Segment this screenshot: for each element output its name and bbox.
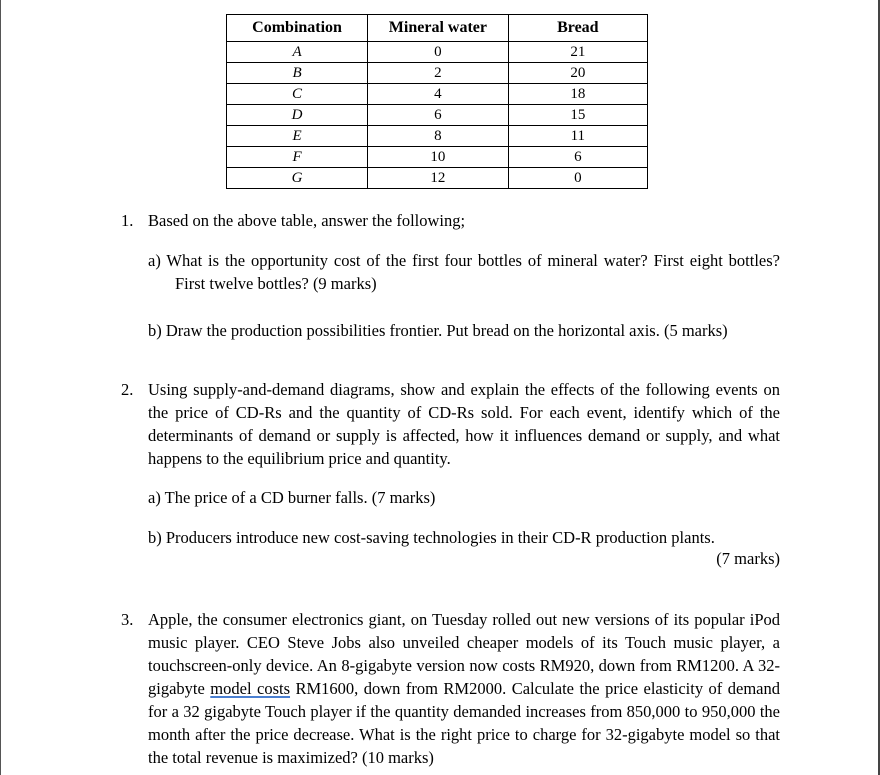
table-row [227,42,648,63]
cell-bread: 6 [508,147,647,168]
table-row [227,126,648,147]
cell-mineral-water: 4 [368,84,509,105]
table-row [227,147,648,168]
question-1a-text: a) What is the opportunity cost of the first four bottles of mineral water? First eight bottles? First twelve bottles? (9 marks) [148,251,780,293]
cell-bread: 11 [508,126,647,147]
question-2a-text: a) The price of a CD burner falls. (7 marks) [148,488,436,507]
cell-combination: D [227,105,368,126]
cell-bread: 21 [508,42,647,63]
cell-mineral-water: 10 [368,147,509,168]
cell-combination: G [227,168,368,189]
question-2b-marks: (7 marks) [716,549,780,568]
header-combination: Combination [227,15,368,42]
cell-combination: E [227,126,368,147]
question-1-text: Based on the above table, answer the following; [148,211,466,230]
cell-bread: 15 [508,105,647,126]
cell-mineral-water: 0 [368,42,509,63]
question-2-number: 2. [121,380,134,399]
cell-mineral-water: 12 [368,168,509,189]
question-3-underlined-phrase: model costs [210,679,291,698]
header-bread: Bread [508,15,647,42]
question-2-text: Using supply-and-demand diagrams, show and explain the effects of the following events on the price of CD-Rs and the quantity of CD-Rs sold. For each event, identify which of the determinants of demand or supply is affected, how it influences demand or supply, and what happens to the equilibrium price and quantity. [148,380,780,468]
cell-bread: 20 [508,63,647,84]
question-2b-text: b) Producers introduce new cost-saving technologies in their CD-R production plants. [148,528,715,547]
question-1b-text: b) Draw the production possibilities frontier. Put bread on the horizontal axis. (5 marks) [148,321,728,340]
question-3-text-part2: RM1600, down from RM2000. Calculate the price elasticity of demand for a 32 gigabyte Touch player if the quantity demanded increases from 850,000 to 950,000 the month after the price decrease. What is the right price to charge for 32-gigabyte model so that the total revenue is maximized? (10 marks) [148,679,780,767]
table-row [227,105,648,126]
question-3-text-part1: Apple, the consumer electronics giant, on Tuesday rolled out new versions of its popular iPod music player. CEO Steve Jobs also unveiled cheaper models of its Touch music player, a touchscreen-only device. An 8-gigabyte version now costs RM920, down from RM1200. A 32-gigabyte [148,610,780,698]
question-1-number: 1. [121,211,134,230]
page-border-left [0,0,1,775]
header-mineral-water: Mineral water [368,15,509,42]
cell-mineral-water: 6 [368,105,509,126]
cell-mineral-water: 8 [368,126,509,147]
cell-combination: C [227,84,368,105]
table-row [227,168,648,189]
cell-bread: 18 [508,84,647,105]
cell-combination: F [227,147,368,168]
production-table [226,14,648,189]
table-row [227,63,648,84]
question-3-number: 3. [121,610,134,629]
table-header-row [227,15,648,42]
question-3-text [148,608,780,769]
table-row [227,84,648,105]
cell-mineral-water: 2 [368,63,509,84]
cell-combination: B [227,63,368,84]
cell-combination: A [227,42,368,63]
cell-bread: 0 [508,168,647,189]
